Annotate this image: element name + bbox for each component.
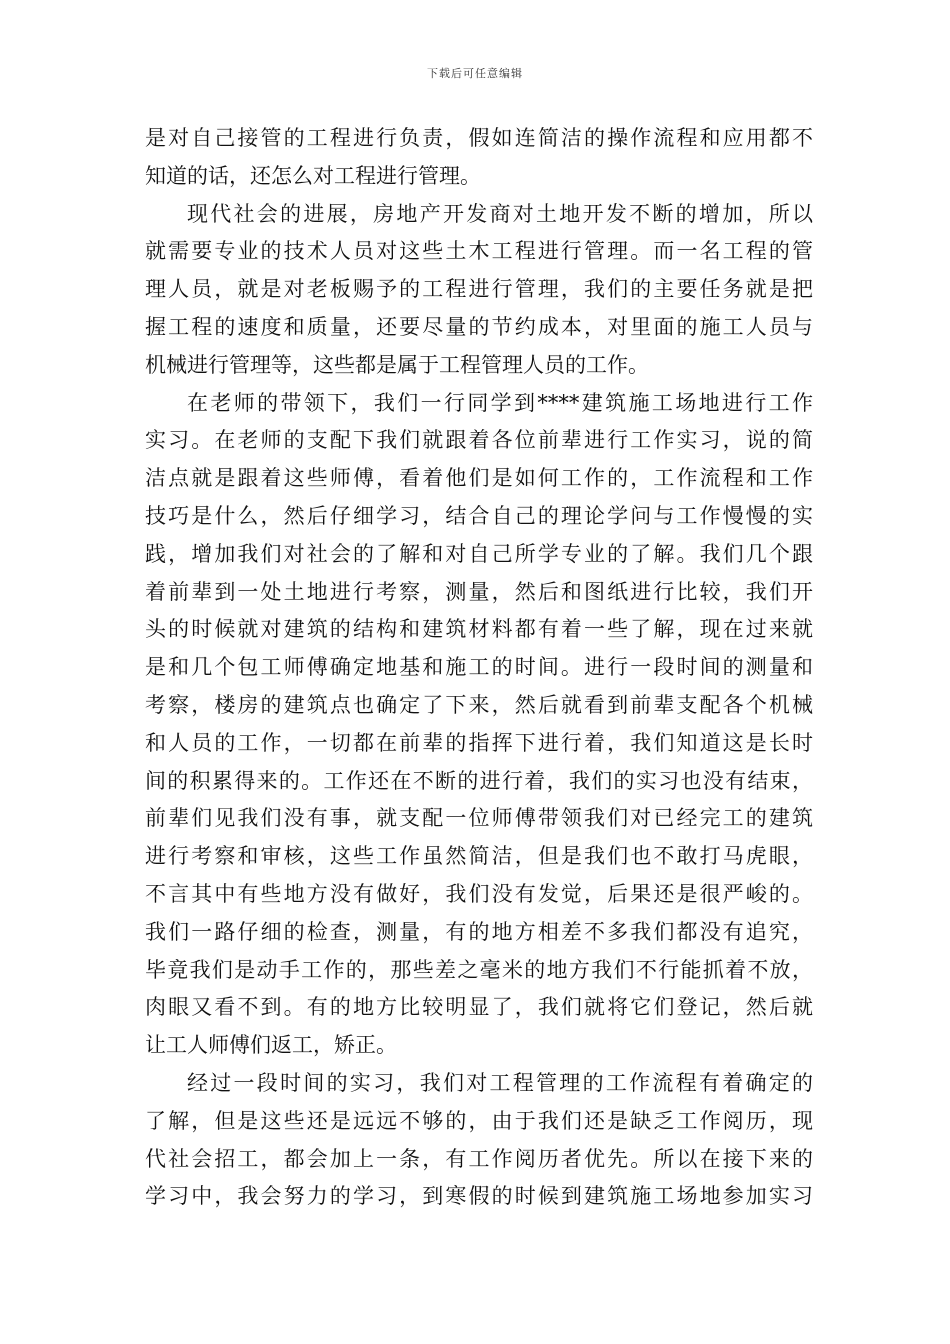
text-line: 经过一段时间的实习，我们对工程管理的工作流程有着确定的 [187,1070,813,1095]
text-line: 间的积累得来的。工作还在不断的进行着，我们的实习也没有结束， [145,768,813,793]
text-line: 是和几个包工师傅确定地基和施工的时间。进行一段时间的测量和 [145,655,813,680]
text-line: 代社会招工，都会加上一条，有工作阅历者优先。所以在接下来的 [145,1146,813,1171]
text-line: 头的时候就对建筑的结构和建筑材料都有着一些了解，现在过来就 [145,617,813,642]
text-line: 前辈们见我们没有事，就支配一位师傅带领我们对已经完工的建筑 [145,806,813,831]
text-line: 了解，但是这些还是远远不够的，由于我们还是缺乏工作阅历，现 [145,1108,813,1133]
text-line: 知道的话，还怎么对工程进行管理。 [145,163,481,188]
text-line: 是对自己接管的工程进行负责，假如连简洁的操作流程和应用都不 [145,126,813,150]
text-line: 握工程的速度和质量，还要尽量的节约成本，对里面的施工人员与 [145,314,813,339]
text-line: 和人员的工作，一切都在前辈的指挥下进行着，我们知道这是长时 [145,730,813,755]
text-line: 理人员，就是对老板赐予的工程进行管理，我们的主要任务就是把 [145,277,813,302]
text-line: 肉眼又看不到。有的地方比较明显了，我们就将它们登记，然后就 [145,995,813,1020]
text-line: 我们一路仔细的检查，测量，有的地方相差不多我们都没有追究， [145,919,813,944]
text-line: 让工人师傅们返工，矫正。 [145,1033,397,1058]
text-line: 在老师的带领下，我们一行同学到****建筑施工场地进行工作 [187,390,813,415]
text-line: 技巧是什么，然后仔细学习，结合自己的理论学问与工作慢慢的实 [145,503,813,528]
text-line: 洁点就是跟着这些师傅，看着他们是如何工作的，工作流程和工作 [145,466,813,491]
document-body [145,120,813,1216]
text-line: 践，增加我们对社会的了解和对自己所学专业的了解。我们几个跟 [145,541,813,566]
text-line: 毕竟我们是动手工作的，那些差之毫米的地方我们不行能抓着不放， [145,957,813,982]
text-line: 就需要专业的技术人员对这些土木工程进行管理。而一名工程的管 [145,239,813,264]
text-line: 实习。在老师的支配下我们就跟着各位前辈进行工作实习，说的简 [145,428,813,453]
text-line: 不言其中有些地方没有做好，我们没有发觉，后果还是很严峻的。 [145,881,813,906]
text-line: 学习中，我会努力的学习，到寒假的时候到建筑施工场地参加实习 [145,1184,813,1209]
text-line: 着前辈到一处土地进行考察，测量，然后和图纸进行比较，我们开 [145,579,813,604]
text-line: 现代社会的进展，房地产开发商对土地开发不断的增加，所以 [187,201,813,226]
text-line: 考察，楼房的建筑点也确定了下来，然后就看到前辈支配各个机械 [145,692,813,717]
text-line: 机械进行管理等，这些都是属于工程管理人员的工作。 [145,352,649,377]
text-line: 进行考察和审核，这些工作虽然简洁，但是我们也不敢打马虎眼， [145,844,813,869]
page-header: 下载后可任意编辑 [427,67,523,80]
